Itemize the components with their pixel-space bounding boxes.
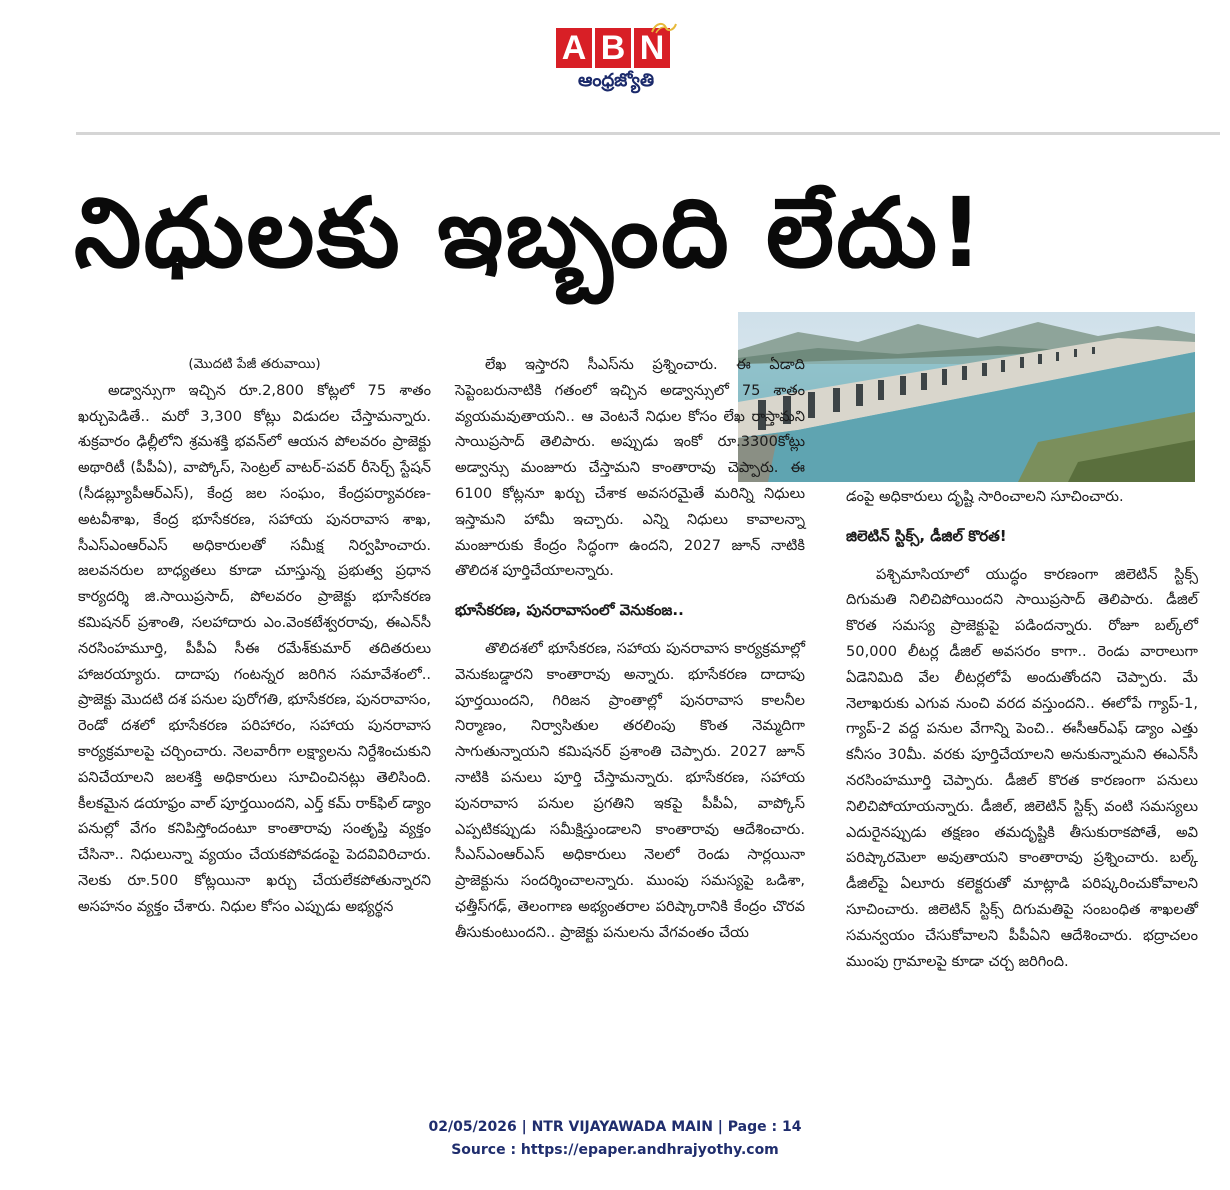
article-column-1 [78, 352, 431, 920]
logo-letters [556, 28, 676, 68]
continued-note: (మొదటి పేజీ తరువాయి) [188, 356, 321, 372]
dam-photo [738, 312, 1195, 482]
paragraph: డంపై అధికారులు దృష్టి సారించాలని సూచించారు. [846, 488, 1124, 505]
paragraph: పశ్చిమాసియాలో యుద్ధం కారణంగా జిలెటిన్ స్టిక్స్ దిగుమతి నిలిచిపోయిందని సాయిప్రసాద్ తెలిపారు. డీజిల్ కొరత సమస్య ప్రాజెక్టుపై పడిందన్నారు. రోజూ బల్క్‌లో 50,000 లీటర్ల డీజిల్ అవసరం కాగా.. రెండు వారాలుగా ఏడెనిమిది వేల లీటర్లలోపే అందుతోందని చెప్పారు. మే నెలాఖరుకు ఎగువ నుంచి వరద వస్తుందని.. ఈలోపే గ్యాప్-1, గ్యాప్-2 వద్ద పనుల వేగాన్ని పెంచి.. ఈసీఆర్‌ఎఫ్ డ్యాం ఎత్తు కనీసం 30మీ. వరకు పూర్తిచేయాలని అనుకున్నామని ఈఎన్‌సీ నరసింహమూర్తి చెప్పారు. డీజిల్ కొరత కారణంగా పనులు నిలిచిపోయాయన్నారు. డీజిల్, జిలెటిన్ స్టిక్స్ వంటి సమస్యలు ఎదురైనప్పుడు తక్షణం తమదృష్టికి తీసుకురాకపోతే, అవి పరిష్కారమెలా అవుతాయని కాంతారావు ప్రశ్నించారు. బల్క్ డీజిల్‌పై ఏలూరు కలెక్టరుతో మాట్లాడి పరిష్కరించుకోవాలని సూచించారు. జిలెటిన్ స్టిక్స్ దిగుమతిపై సంబంధిత శాఖలతో సమన్వయం చేసుకోవాలని పీపీఏని ఆదేశించారు. భద్రాచలం ముంపు గ్రామాలపై కూడా చర్చ జరిగింది. [846, 565, 1198, 970]
subheading: జిలెటిన్ స్టిక్స్, డీజిల్ కొరత! [846, 526, 1007, 545]
edition-info: 02/05/2026 | NTR VIJAYAWADA MAIN | Page : 14 [428, 1119, 802, 1135]
logo-letter-b: B [595, 28, 631, 68]
headline: నిధులకు ఇబ్బంది లేదు! [74, 177, 985, 289]
article-column-3 [846, 484, 1198, 974]
header-divider [76, 132, 1220, 135]
article-column-2 [455, 352, 805, 946]
logo-letter-a: A [556, 28, 592, 68]
logo-letter-n: N [634, 28, 670, 68]
abn-logo [556, 28, 676, 100]
source-link[interactable]: Source : https://epaper.andhrajyothy.com [451, 1142, 779, 1158]
paragraph: లేఖ ఇస్తారని సీఎస్‌ను ప్రశ్నించారు. ఈ ఏడాది సెప్టెంబరునాటికి గతంలో ఇచ్చిన అడ్వాన్సులో 75 శాతం వ్యయమవుతాయని.. ఆ వెంటనే నిధుల కోసం లేఖ రాస్తామని సాయిప్రసాద్ తెలిపారు. అప్పుడు ఇంకో రూ.3300కోట్లు అడ్వాన్సు మంజూరు చేస్తామని కాంతారావు చెప్పారు. ఈ 6100 కోట్లనూ ఖర్చు చేశాక అవసరమైతే మరిన్ని నిధులు ఇస్తామని హామీ ఇచ్చారు. ఎన్ని నిధులు కావాలన్నా మంజూరుకు కేంద్రం సిద్ధంగా ఉందని, 2027 జూన్ నాటికి తొలిదశ పూర్తిచేయాలన్నారు. [455, 356, 805, 580]
steam-swirl-icon [650, 20, 678, 34]
subheading: భూసేకరణ, పునరావాసంలో వెనుకంజ.. [455, 601, 684, 620]
paragraph: తొలిదశలో భూసేకరణ, సహాయ పునరావాస కార్యక్రమాల్లో వెనుకబడ్డారని కాంతారావు అన్నారు. భూసేకరణ దాదాపు పూర్తయిందని, గిరిజన ప్రాంతాల్లో పునరావాస కాలనీల నిర్మాణం, నిర్వాసితుల తరలింపు కొంత నెమ్మదిగా సాగుతున్నాయని కమిషనర్ ప్రశాంతి చెప్పారు. 2027 జూన్ నాటికి పనులు పూర్తి చేస్తామన్నారు. భూసేకరణ, సహాయ పునరావాస పనుల ప్రగతిని ఇకపై పీపీఏ, వాప్కోస్ ఎప్పటికప్పుడు సమీక్షిస్తుండాలని కాంతారావు ఆదేశించారు. సీఎస్‌ఎంఆర్‌ఎస్ అధికారులు నెలలో రెండు సార్లయినా ప్రాజెక్టును సందర్శించాలన్నారు. ముంపు సమస్యపై ఒడిశా, ఛత్తీస్‌గఢ్, తెలంగాణ అభ్యంతరాల పరిష్కారానికి కేంద్రం చొరవ తీసుకుంటుందని.. ప్రాజెక్టు పనులను వేగవంతం చేయ [455, 639, 805, 941]
logo-subtitle: ఆంధ్రజ్యోతి [577, 70, 655, 91]
paragraph: అడ్వాన్సుగా ఇచ్చిన రూ.2,800 కోట్లలో 75 శాతం ఖర్చుపెడితే.. మరో 3,300 కోట్లు విడుదల చేస్తామన్నారు. శుక్రవారం ఢిల్లీలోని శ్రమశక్తి భవన్‌లో ఆయన పోలవరం ప్రాజెక్టు అథారిటీ (పీపీఏ), వాప్కోస్, సెంట్రల్ వాటర్-పవర్ రీసెర్చ్ స్టేషన్ (సీడబ్ల్యూపీఆర్‌ఎస్), కేంద్ర జల సంఘం, కేంద్రపర్యావరణ-అటవీశాఖ, కేంద్ర భూసేకరణ, సహాయ పునరావాస శాఖ, సీఎస్‌ఎంఆర్‌ఎస్ అధికారులతో సమీక్ష నిర్వహించారు. జలవనరుల బాధ్యతలు కూడా చూస్తున్న ప్రభుత్వ ప్రధాన కార్యదర్శి జి.సాయిప్రసాద్, పోలవరం ప్రాజెక్టు భూసేకరణ కమిషనర్ ప్రశాంతి, సలహాదారు ఎం.వెంకటేశ్వరరావు, ఈఎన్‌సీ నరసింహమూర్తి, పీపీఏ సీఈ రమేశ్‌కుమార్ తదితరులు హాజరయ్యారు. దాదాపు గంటన్నర జరిగిన సమావేశంలో.. ప్రాజెక్టు మొదటి దశ పనుల పురోగతి, భూసేకరణ, పునరావాసం, రెండో దశలో భూసేకరణ పరిహారం, సహాయ పునరావాస కార్యక్రమాలపై చర్చించారు. నెలవారీగా లక్ష్యాలను నిర్దేశించుకుని పనిచేయాలని జలశక్తి అధికారులు సూచించినట్లు తెలిసింది. కీలకమైన డయాఫ్రం వాల్ పూర్తయిందని, ఎర్త్ కమ్ రాక్‌ఫిల్ డ్యాం పనుల్లో వేగం కనిపిస్తోందంటూ కాంతారావు సంతృప్తి వ్యక్తం చేసినా.. నిధులున్నా వ్యయం చేయకపోవడంపై పెదవివిరిచారు. నెలకు రూ.500 కోట్లయినా ఖర్చు చేయలేకపోతున్నారని అసహనం వ్యక్తం చేశారు. నిధుల కోసం ఎప్పుడు అభ్యర్థన [78, 381, 431, 915]
